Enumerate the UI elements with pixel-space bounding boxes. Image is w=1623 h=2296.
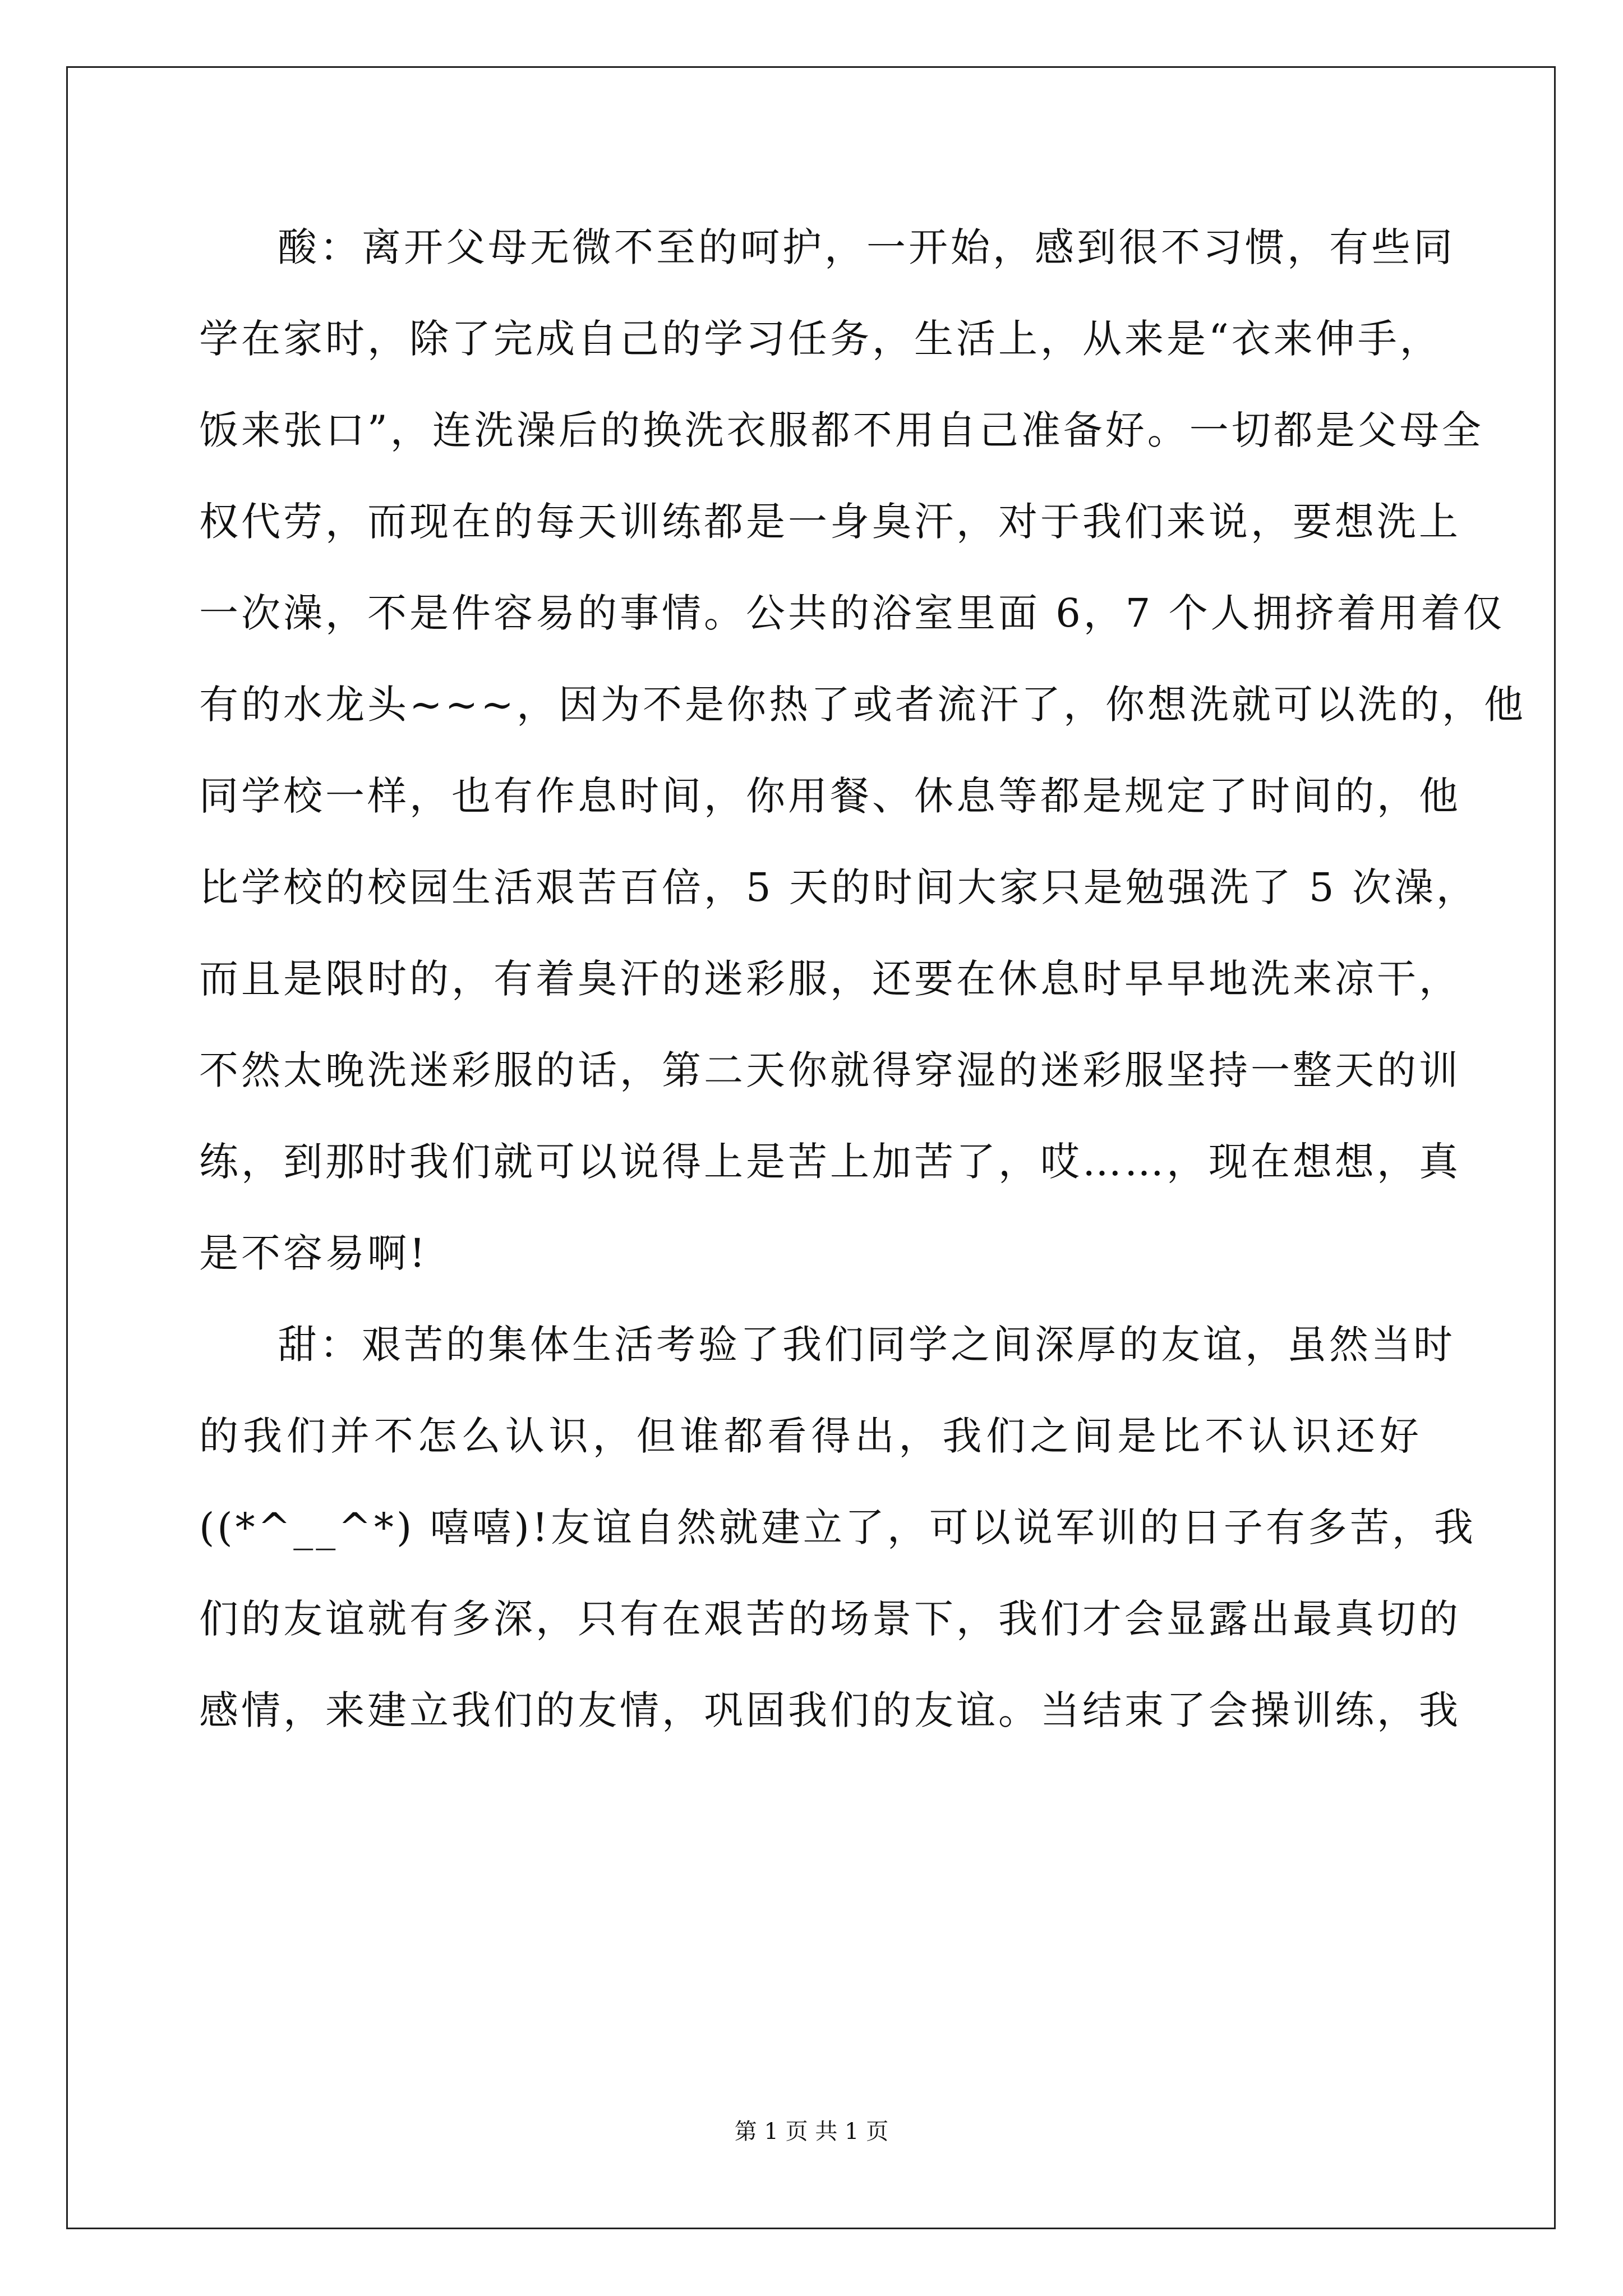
text-line: 不然太晚洗迷彩服的话，第二天你就得穿湿的迷彩服坚持一整天的训 [199,1047,1461,1093]
text-line: 感情，来建立我们的友情，巩固我们的友谊。当结束了会操训练，我 [199,1687,1461,1733]
text-line: 酸：离开父母无微不至的呵护，一开始，感到很不习惯，有些同 [278,224,1455,270]
text-line: 们的友谊就有多深，只有在艰苦的场景下，我们才会显露出最真切的 [199,1596,1461,1642]
text-line: 饭来张口”，连洗澡后的换洗衣服都不用自己准备好。一切都是父母全 [199,407,1484,453]
text-line: 有的水龙头~~~，因为不是你热了或者流汗了，你想洗就可以洗的，他 [199,682,1526,728]
paragraph-sour [199,202,1526,1299]
text-line: 甜：艰苦的集体生活考验了我们同学之间深厚的友谊，虽然当时 [278,1322,1455,1368]
text-line: ((*^__^*) 嘻嘻)!友谊自然就建立了，可以说军训的日子有多苦，我 [199,1504,1476,1550]
text-line: 权代劳，而现在的每天训练都是一身臭汗，对于我们来说，要想洗上 [199,499,1461,545]
text-line: 练，到那时我们就可以说得上是苦上加苦了，哎……，现在想想，真 [199,1139,1461,1185]
text-line: 一次澡，不是件容易的事情。公共的浴室里面 6，7 个人拥挤着用着仅 [199,590,1505,636]
text-line: 的我们并不怎么认识，但谁都看得出，我们之间是比不认识还好 [199,1413,1422,1459]
text-line: 学在家时，除了完成自己的学习任务，生活上，从来是“衣来伸手， [199,316,1442,362]
text-line: 是不容易啊! [199,1230,428,1276]
text-line: 同学校一样，也有作息时间，你用餐、休息等都是规定了时间的，他 [199,773,1461,819]
text-line: 比学校的校园生活艰苦百倍，5 天的时间大家只是勉强洗了 5 次澡， [199,864,1478,910]
document-body [199,202,1526,1756]
paragraph-sweet [199,1299,1476,1756]
page-number-footer: 第 1 页 共 1 页 [734,2119,889,2145]
text-line: 而且是限时的，有着臭汗的迷彩服，还要在休息时早早地洗来凉干， [199,956,1461,1002]
